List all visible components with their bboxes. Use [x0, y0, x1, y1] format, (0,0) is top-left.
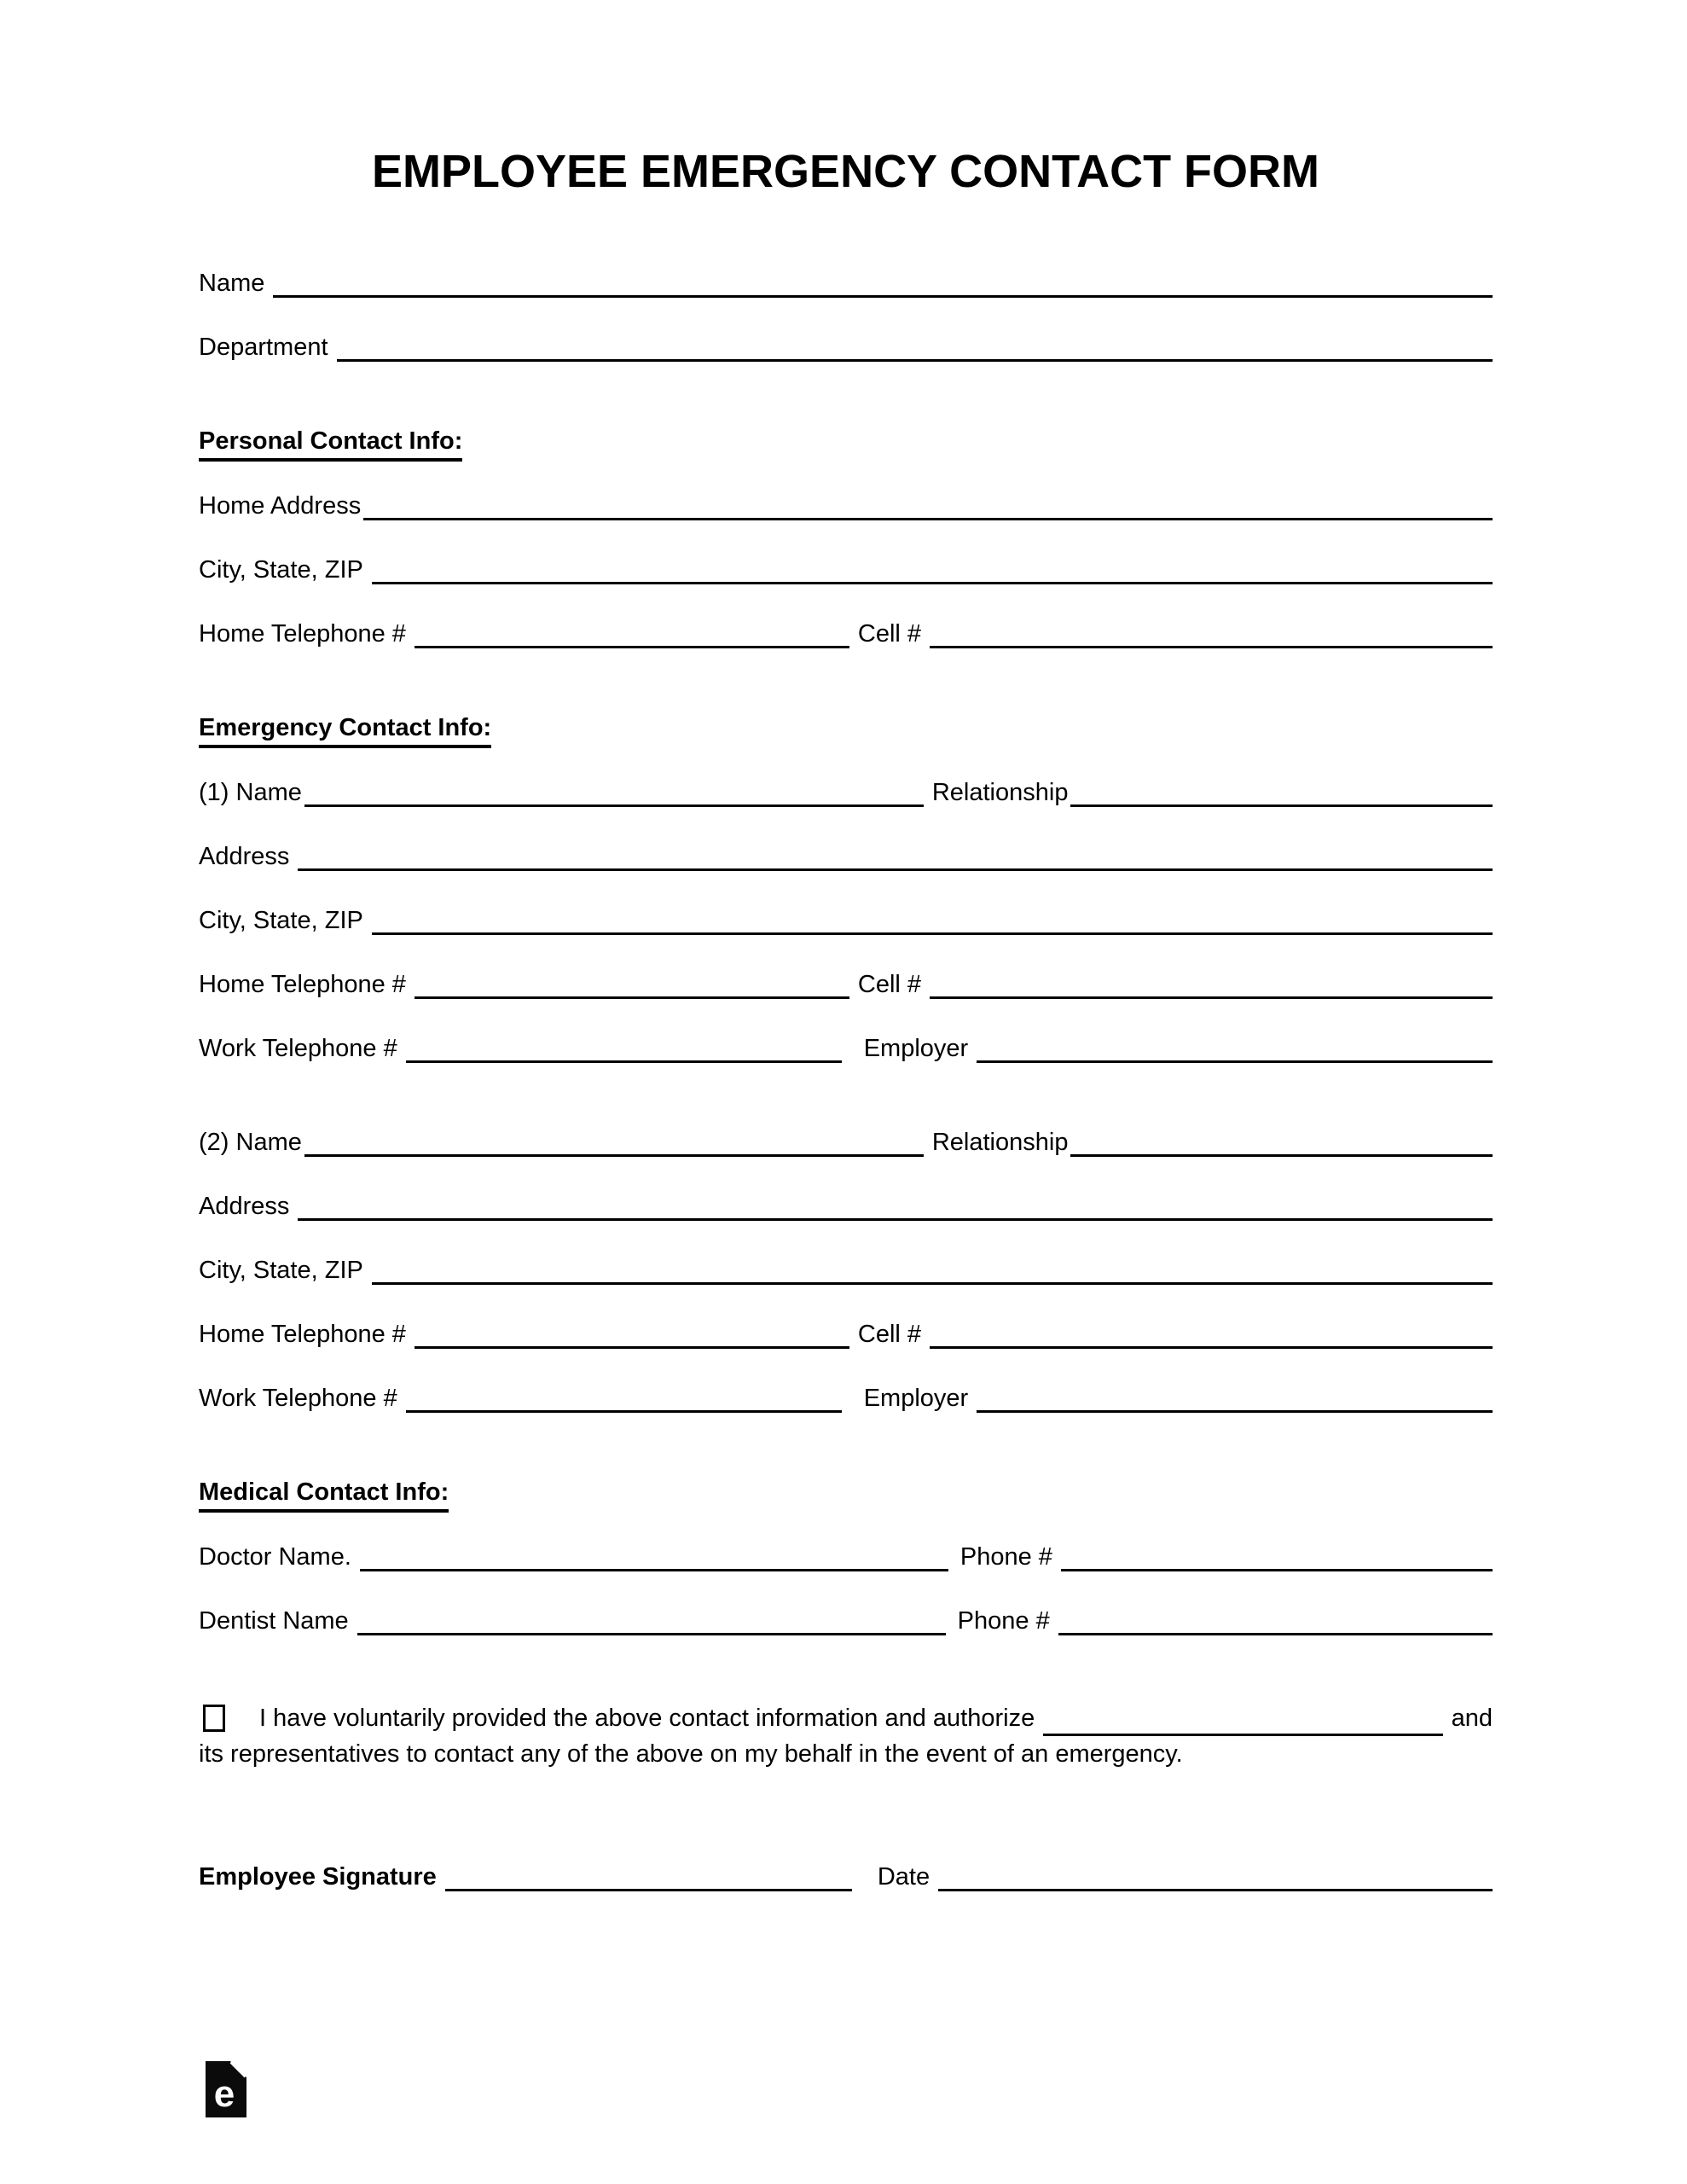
authorization-statement: [199, 1700, 1493, 1772]
doctor-name-label: Doctor Name.: [199, 1543, 351, 1571]
document-icon: [206, 2061, 246, 2117]
contact2-work-row: [199, 1384, 1493, 1413]
personal-phone-row: [199, 619, 1493, 648]
relationship-label: Relationship: [931, 779, 1069, 806]
contact2-phone-row: [199, 1320, 1493, 1349]
name-label: Name: [199, 270, 265, 297]
employer-label: Employer: [863, 1385, 969, 1412]
home-telephone-label: Home Telephone #: [199, 971, 406, 998]
name-row: [199, 269, 1493, 298]
contact1-city-state-zip-row: [199, 906, 1493, 935]
personal-contact-info-heading: Personal Contact Info:: [199, 427, 1493, 462]
contact1-work-telephone-blank[interactable]: [406, 1058, 842, 1063]
personal-home-telephone-blank[interactable]: [415, 643, 849, 648]
form-title: EMPLOYEE EMERGENCY CONTACT FORM: [371, 146, 1320, 197]
contact2-relationship-blank[interactable]: [1070, 1152, 1493, 1157]
authorization-text-after: and: [1451, 1705, 1493, 1732]
phone-label: Phone #: [959, 1543, 1052, 1571]
contact2-employer-blank[interactable]: [977, 1408, 1493, 1413]
work-telephone-label: Work Telephone #: [199, 1385, 397, 1412]
signature-row: [199, 1862, 1493, 1891]
dentist-row: [199, 1606, 1493, 1635]
cell-label: Cell #: [857, 1321, 922, 1348]
contact2-name-row: [199, 1128, 1493, 1157]
contact1-cell-blank[interactable]: [930, 994, 1493, 999]
form-content: [199, 145, 1493, 2117]
medical-contact-info-heading: Medical Contact Info:: [199, 1478, 1493, 1513]
home-telephone-label: Home Telephone #: [199, 620, 406, 648]
contact1-name-blank[interactable]: [304, 802, 924, 807]
employee-signature-label: Employee Signature: [199, 1863, 437, 1891]
logo-letter: e: [213, 2073, 235, 2115]
eforms-logo: [206, 2061, 246, 2117]
relationship-label: Relationship: [931, 1129, 1069, 1156]
contact1-relationship-blank[interactable]: [1070, 802, 1493, 807]
city-state-zip-label: City, State, ZIP: [199, 907, 363, 934]
contact2-work-telephone-blank[interactable]: [406, 1408, 842, 1413]
contact1-phone-row: [199, 970, 1493, 999]
name-blank[interactable]: [273, 293, 1493, 298]
address-label: Address: [199, 1193, 290, 1220]
authorization-checkbox[interactable]: [203, 1705, 225, 1732]
cell-label: Cell #: [857, 971, 922, 998]
address-label: Address: [199, 843, 290, 870]
home-address-row: [199, 491, 1493, 520]
personal-city-state-zip-row: [199, 555, 1493, 584]
emergency-contact-info-heading: Emergency Contact Info:: [199, 713, 1493, 748]
contact2-city-state-zip-row: [199, 1256, 1493, 1285]
date-blank[interactable]: [938, 1886, 1493, 1891]
doctor-name-blank[interactable]: [360, 1566, 948, 1571]
home-address-label: Home Address: [199, 492, 362, 520]
employee-signature-blank[interactable]: [445, 1886, 852, 1891]
doctor-phone-blank[interactable]: [1061, 1566, 1493, 1571]
contact1-address-row: [199, 842, 1493, 871]
authorization-line2: its representatives to contact any of the above on my behalf in the event of an emergency.: [199, 1740, 1183, 1768]
city-state-zip-label: City, State, ZIP: [199, 1257, 363, 1284]
personal-city-state-zip-blank[interactable]: [372, 579, 1493, 584]
dentist-name-label: Dentist Name: [199, 1607, 349, 1635]
home-address-blank[interactable]: [363, 515, 1493, 520]
department-blank[interactable]: [337, 357, 1493, 362]
department-row: [199, 333, 1493, 362]
contact2-city-state-zip-blank[interactable]: [372, 1280, 1493, 1285]
contact1-address-blank[interactable]: [298, 866, 1493, 871]
contact2-name-label: (2) Name: [199, 1129, 302, 1156]
contact2-address-blank[interactable]: [298, 1216, 1493, 1221]
contact1-home-telephone-blank[interactable]: [415, 994, 849, 999]
contact2-cell-blank[interactable]: [930, 1344, 1493, 1349]
contact2-home-telephone-blank[interactable]: [415, 1344, 849, 1349]
home-telephone-label: Home Telephone #: [199, 1321, 406, 1348]
contact2-address-row: [199, 1192, 1493, 1221]
work-telephone-label: Work Telephone #: [199, 1035, 397, 1062]
authorization-text-before: I have voluntarily provided the above contact information and authorize: [259, 1705, 1035, 1732]
doctor-row: [199, 1542, 1493, 1571]
dentist-phone-blank[interactable]: [1058, 1630, 1493, 1635]
contact1-work-row: [199, 1034, 1493, 1063]
personal-cell-blank[interactable]: [930, 643, 1493, 648]
department-label: Department: [199, 334, 328, 361]
contact1-name-row: [199, 778, 1493, 807]
dentist-name-blank[interactable]: [357, 1630, 946, 1635]
phone-label: Phone #: [957, 1607, 1050, 1635]
contact1-employer-blank[interactable]: [977, 1058, 1493, 1063]
cell-label: Cell #: [857, 620, 922, 648]
contact2-name-blank[interactable]: [304, 1152, 924, 1157]
city-state-zip-label: City, State, ZIP: [199, 556, 363, 584]
authorization-line1: [199, 1700, 1493, 1736]
contact1-city-state-zip-blank[interactable]: [372, 930, 1493, 935]
date-label: Date: [877, 1863, 930, 1891]
contact1-name-label: (1) Name: [199, 779, 302, 806]
employer-label: Employer: [863, 1035, 969, 1062]
